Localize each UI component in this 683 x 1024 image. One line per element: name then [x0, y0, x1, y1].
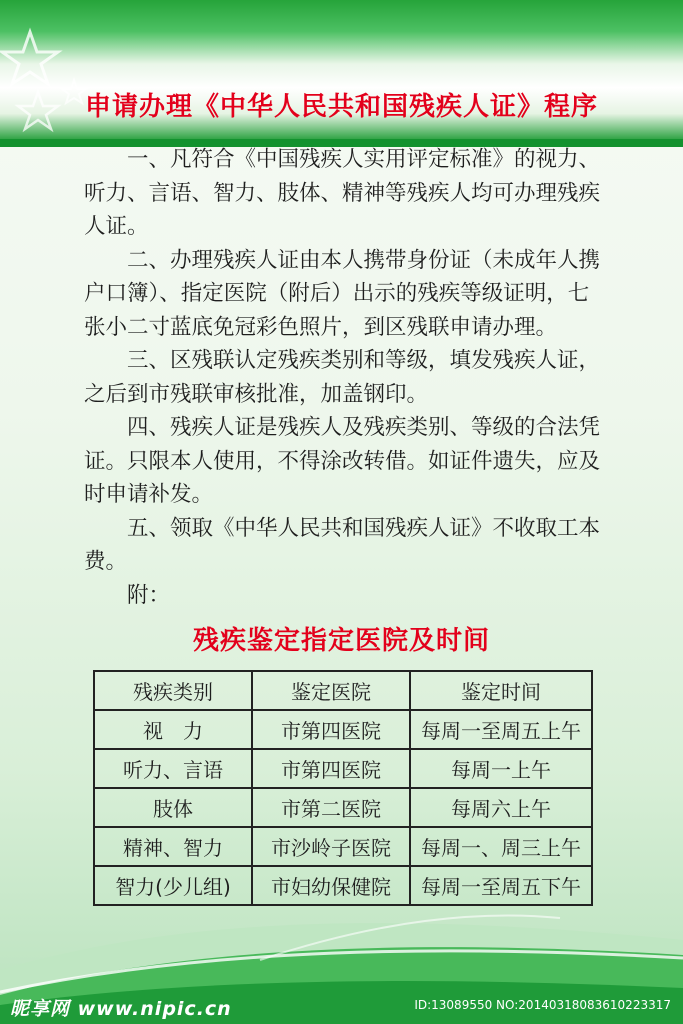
watermark-id: ID:13089550 NO:20140318083610223317	[414, 998, 671, 1012]
table-row	[94, 710, 592, 749]
hospital-table-title: 残疾鉴定指定医院及时间	[192, 626, 490, 656]
star-icon	[2, 32, 58, 84]
table-cell: 肢体	[94, 788, 252, 827]
table-cell: 市妇幼保健院	[252, 866, 410, 905]
table-cell: 每周一至周五下午	[410, 866, 592, 905]
table-row	[94, 788, 592, 827]
procedure-item: 一、凡符合《中国残疾人实用评定标准》的视力、听力、言语、智力、肢体、精神等残疾人均可办理残疾人证。	[84, 147, 601, 239]
column-header: 鉴定医院	[252, 671, 410, 710]
table-cell: 每周一至周五上午	[410, 710, 592, 749]
column-header: 鉴定时间	[410, 671, 592, 710]
table-row	[94, 827, 592, 866]
watermark-logo: 昵享网 www.nipic.cn	[10, 998, 232, 1020]
procedure-item: 三、区残联认定残疾类别和等级，填发残疾人证，之后到市残联审核批准，加盖钢印。	[84, 348, 601, 407]
table-cell: 市第四医院	[252, 749, 410, 788]
table-cell: 精神、智力	[94, 827, 252, 866]
table-cell: 每周一、周三上午	[410, 827, 592, 866]
table-cell: 市第四医院	[252, 710, 410, 749]
procedure-text	[84, 143, 604, 612]
procedure-item: 四、残疾人证是残疾人及残疾类别、等级的合法凭证。只限本人使用，不得涂改转借。如证件遗失，应及时申请补发。	[84, 415, 601, 507]
hospital-table	[93, 670, 593, 906]
procedure-item: 五、领取《中华人民共和国残疾人证》不收取工本费。	[84, 515, 601, 574]
table-cell: 听力、言语	[94, 749, 252, 788]
page-title: 申请办理《中华人民共和国残疾人证》程序	[84, 92, 598, 122]
appendix-label: 附：	[127, 582, 171, 608]
table-cell: 每周六上午	[410, 788, 592, 827]
procedure-item: 二、办理残疾人证由本人携带身份证（未成年人携户口簿）、指定医院（附后）出示的残疾等级证明，七张小二寸蓝底免冠彩色照片，到区残联申请办理。	[84, 247, 601, 340]
table-cell: 市第二医院	[252, 788, 410, 827]
table-header-row	[94, 671, 592, 710]
table-cell: 市沙岭子医院	[252, 827, 410, 866]
table-cell: 每周一上午	[410, 749, 592, 788]
table-row	[94, 749, 592, 788]
column-header: 残疾类别	[94, 671, 252, 710]
table-cell: 智力(少儿组)	[94, 866, 252, 905]
table-cell: 视 力	[94, 710, 252, 749]
